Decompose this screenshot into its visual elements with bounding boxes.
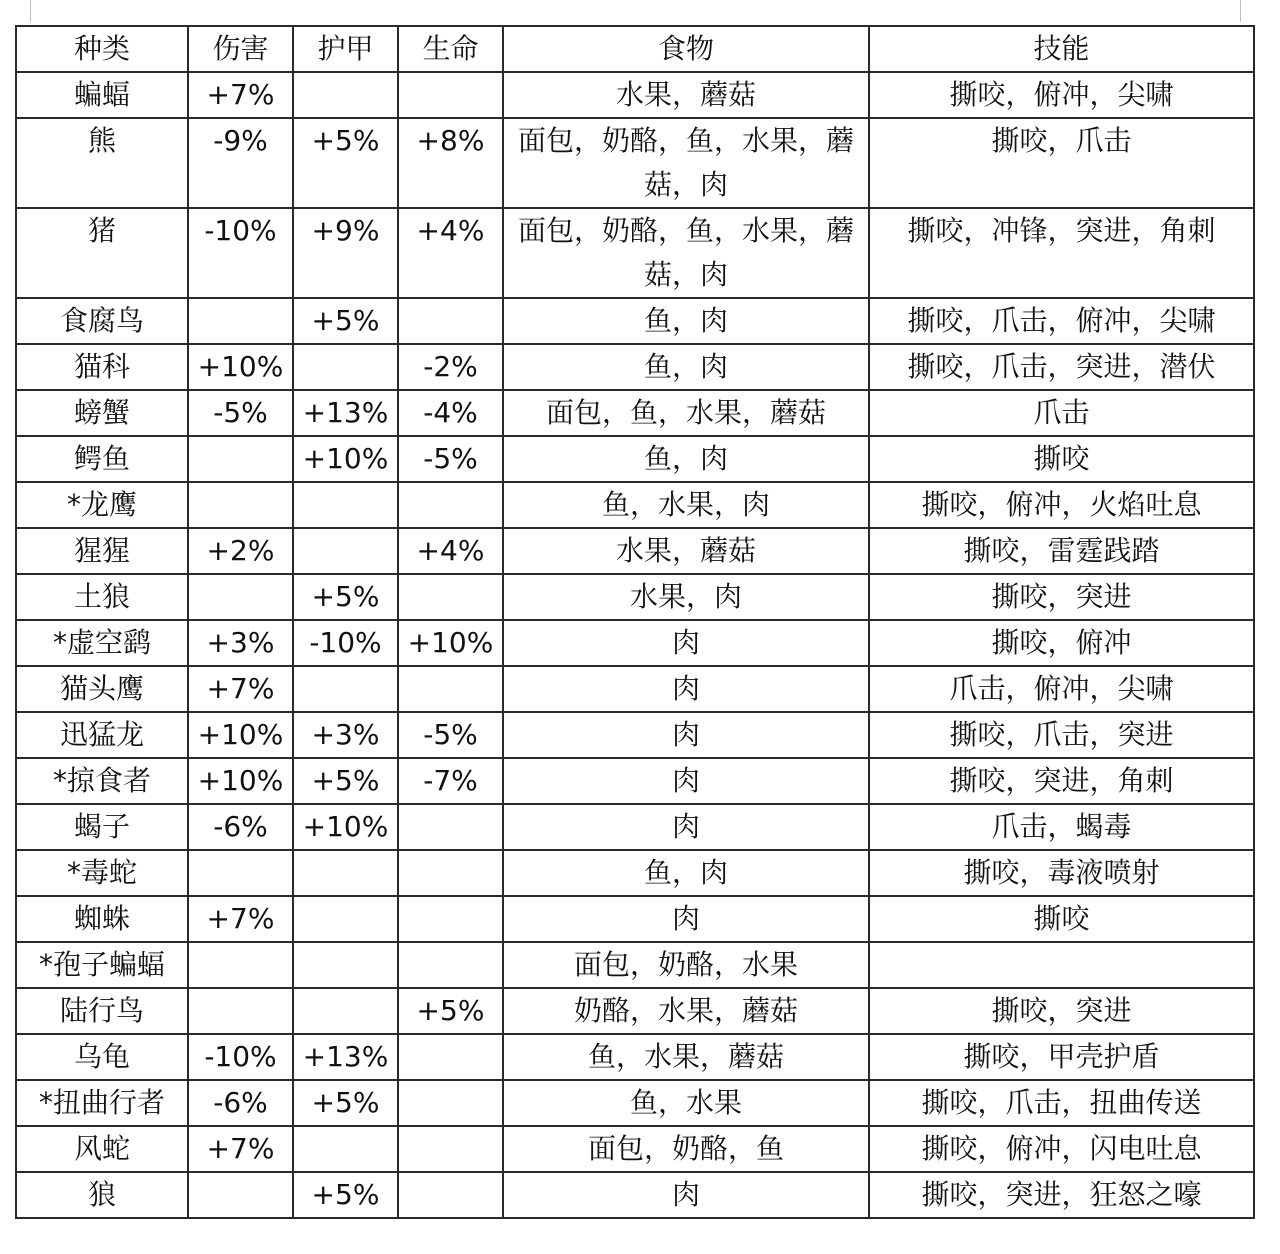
cell-health xyxy=(398,804,503,850)
cell-food: 水果，肉 xyxy=(503,574,869,620)
table-body xyxy=(16,72,1254,1218)
cell-species: 食腐鸟 xyxy=(16,298,188,344)
cell-health: +4% xyxy=(398,208,503,298)
cell-species: 猪 xyxy=(16,208,188,298)
header-skills: 技能 xyxy=(869,26,1254,72)
cell-food: 水果，蘑菇 xyxy=(503,72,869,118)
cell-food: 面包，奶酪，鱼，水果，蘑菇，肉 xyxy=(503,208,869,298)
cell-skills: 撕咬，突进，狂怒之嚎 xyxy=(869,1172,1254,1218)
cell-health: +4% xyxy=(398,528,503,574)
cell-skills: 撕咬，俯冲，尖啸 xyxy=(869,72,1254,118)
cell-armor: +10% xyxy=(293,436,398,482)
cell-armor xyxy=(293,528,398,574)
cell-damage: -6% xyxy=(188,1080,293,1126)
header-armor: 护甲 xyxy=(293,26,398,72)
cell-food: 奶酪，水果，蘑菇 xyxy=(503,988,869,1034)
cell-damage: +10% xyxy=(188,758,293,804)
cell-species: *孢子蝙蝠 xyxy=(16,942,188,988)
cell-armor xyxy=(293,482,398,528)
cell-species: 蝎子 xyxy=(16,804,188,850)
cell-armor: +5% xyxy=(293,298,398,344)
cell-damage xyxy=(188,574,293,620)
cell-species: *扭曲行者 xyxy=(16,1080,188,1126)
cell-food: 鱼，水果，蘑菇 xyxy=(503,1034,869,1080)
cell-health xyxy=(398,298,503,344)
cell-food: 肉 xyxy=(503,758,869,804)
header-species: 种类 xyxy=(16,26,188,72)
table-row xyxy=(16,118,1254,208)
cell-armor xyxy=(293,896,398,942)
cell-skills: 撕咬，突进 xyxy=(869,574,1254,620)
cell-skills: 撕咬 xyxy=(869,436,1254,482)
cell-armor xyxy=(293,1126,398,1172)
cell-species: 乌龟 xyxy=(16,1034,188,1080)
cell-skills: 撕咬，爪击，突进 xyxy=(869,712,1254,758)
table-row xyxy=(16,1126,1254,1172)
header-food: 食物 xyxy=(503,26,869,72)
table-row xyxy=(16,712,1254,758)
cell-damage: +10% xyxy=(188,344,293,390)
cell-damage: -6% xyxy=(188,804,293,850)
cell-armor: +5% xyxy=(293,1080,398,1126)
cell-damage: -5% xyxy=(188,390,293,436)
cell-damage xyxy=(188,436,293,482)
table-row xyxy=(16,528,1254,574)
cell-food: 肉 xyxy=(503,1172,869,1218)
cell-health: +5% xyxy=(398,988,503,1034)
cell-food: 水果，蘑菇 xyxy=(503,528,869,574)
cell-health xyxy=(398,942,503,988)
cell-damage: -10% xyxy=(188,1034,293,1080)
cell-skills: 撕咬 xyxy=(869,896,1254,942)
cell-armor: +13% xyxy=(293,390,398,436)
cell-skills: 撕咬，毒液喷射 xyxy=(869,850,1254,896)
cell-food: 鱼，肉 xyxy=(503,298,869,344)
cell-health: -4% xyxy=(398,390,503,436)
cell-damage: -10% xyxy=(188,208,293,298)
table-row xyxy=(16,1080,1254,1126)
cell-armor: +13% xyxy=(293,1034,398,1080)
cell-damage xyxy=(188,942,293,988)
cell-food: 肉 xyxy=(503,896,869,942)
cell-species: 狼 xyxy=(16,1172,188,1218)
cell-species: 熊 xyxy=(16,118,188,208)
table-row xyxy=(16,988,1254,1034)
cell-species: 猫头鹰 xyxy=(16,666,188,712)
cell-food: 鱼，肉 xyxy=(503,850,869,896)
cell-food: 肉 xyxy=(503,712,869,758)
table-row xyxy=(16,482,1254,528)
cell-health: +8% xyxy=(398,118,503,208)
cell-species: *龙鹰 xyxy=(16,482,188,528)
cell-food: 鱼，肉 xyxy=(503,344,869,390)
table-row xyxy=(16,574,1254,620)
cell-health xyxy=(398,1172,503,1218)
cell-health xyxy=(398,850,503,896)
cell-species: 猫科 xyxy=(16,344,188,390)
cell-damage: +7% xyxy=(188,1126,293,1172)
cell-skills: 撕咬，爪击 xyxy=(869,118,1254,208)
cell-skills: 撕咬，突进，角刺 xyxy=(869,758,1254,804)
cell-skills: 撕咬，爪击，扭曲传送 xyxy=(869,1080,1254,1126)
cell-species: 螃蟹 xyxy=(16,390,188,436)
cell-armor xyxy=(293,344,398,390)
table-row xyxy=(16,620,1254,666)
table-row xyxy=(16,758,1254,804)
cell-damage: +7% xyxy=(188,896,293,942)
table-row xyxy=(16,436,1254,482)
cell-species: 土狼 xyxy=(16,574,188,620)
cell-damage: +2% xyxy=(188,528,293,574)
cell-food: 肉 xyxy=(503,666,869,712)
cell-species: 猩猩 xyxy=(16,528,188,574)
cell-species: 蝙蝠 xyxy=(16,72,188,118)
cell-damage: +3% xyxy=(188,620,293,666)
cell-species: *掠食者 xyxy=(16,758,188,804)
cell-health xyxy=(398,574,503,620)
cell-damage xyxy=(188,482,293,528)
cell-species: 迅猛龙 xyxy=(16,712,188,758)
cell-health xyxy=(398,666,503,712)
cell-health: -2% xyxy=(398,344,503,390)
cell-skills: 爪击，俯冲，尖啸 xyxy=(869,666,1254,712)
cell-skills: 撕咬，雷霆践踏 xyxy=(869,528,1254,574)
cell-health xyxy=(398,1034,503,1080)
cell-species: 风蛇 xyxy=(16,1126,188,1172)
cell-armor: +9% xyxy=(293,208,398,298)
cell-skills: 爪击 xyxy=(869,390,1254,436)
cell-health: +10% xyxy=(398,620,503,666)
cell-skills: 撕咬，俯冲 xyxy=(869,620,1254,666)
cell-skills: 撕咬，冲锋，突进，角刺 xyxy=(869,208,1254,298)
cell-health xyxy=(398,1080,503,1126)
cell-damage: -9% xyxy=(188,118,293,208)
table-row xyxy=(16,390,1254,436)
cell-armor: +5% xyxy=(293,118,398,208)
cell-armor xyxy=(293,666,398,712)
cell-food: 面包，奶酪，鱼，水果，蘑菇，肉 xyxy=(503,118,869,208)
cell-food: 鱼，肉 xyxy=(503,436,869,482)
cell-armor: +5% xyxy=(293,758,398,804)
cell-armor: -10% xyxy=(293,620,398,666)
table-row xyxy=(16,208,1254,298)
cell-food: 面包，鱼，水果，蘑菇 xyxy=(503,390,869,436)
table-row xyxy=(16,666,1254,712)
cell-health xyxy=(398,1126,503,1172)
cell-armor xyxy=(293,988,398,1034)
cell-armor: +10% xyxy=(293,804,398,850)
header-damage: 伤害 xyxy=(188,26,293,72)
table-row xyxy=(16,942,1254,988)
table-row xyxy=(16,72,1254,118)
cell-food: 鱼，水果 xyxy=(503,1080,869,1126)
cell-health: -7% xyxy=(398,758,503,804)
cell-armor: +3% xyxy=(293,712,398,758)
cell-armor xyxy=(293,72,398,118)
cell-skills: 撕咬，俯冲，火焰吐息 xyxy=(869,482,1254,528)
cell-damage: +7% xyxy=(188,72,293,118)
cell-skills: 爪击，蝎毒 xyxy=(869,804,1254,850)
cell-damage: +10% xyxy=(188,712,293,758)
table-row xyxy=(16,850,1254,896)
cell-food: 面包，奶酪，水果 xyxy=(503,942,869,988)
page-edge-left xyxy=(30,0,31,22)
table-row xyxy=(16,896,1254,942)
cell-damage xyxy=(188,1172,293,1218)
cell-damage xyxy=(188,850,293,896)
cell-health xyxy=(398,482,503,528)
cell-armor xyxy=(293,942,398,988)
cell-skills: 撕咬，爪击，突进，潜伏 xyxy=(869,344,1254,390)
cell-damage xyxy=(188,298,293,344)
cell-skills: 撕咬，甲壳护盾 xyxy=(869,1034,1254,1080)
cell-species: 鳄鱼 xyxy=(16,436,188,482)
cell-food: 肉 xyxy=(503,620,869,666)
cell-species: *虚空鹞 xyxy=(16,620,188,666)
table-row xyxy=(16,1034,1254,1080)
cell-health: -5% xyxy=(398,712,503,758)
cell-skills xyxy=(869,942,1254,988)
header-health: 生命 xyxy=(398,26,503,72)
pet-family-table xyxy=(15,25,1255,1219)
cell-skills: 撕咬，突进 xyxy=(869,988,1254,1034)
cell-damage xyxy=(188,988,293,1034)
cell-skills: 撕咬，俯冲，闪电吐息 xyxy=(869,1126,1254,1172)
cell-food: 肉 xyxy=(503,804,869,850)
table-header-row xyxy=(16,26,1254,72)
table-row xyxy=(16,1172,1254,1218)
cell-health: -5% xyxy=(398,436,503,482)
cell-food: 面包，奶酪，鱼 xyxy=(503,1126,869,1172)
cell-health xyxy=(398,896,503,942)
cell-damage: +7% xyxy=(188,666,293,712)
cell-skills: 撕咬，爪击，俯冲，尖啸 xyxy=(869,298,1254,344)
cell-species: *毒蛇 xyxy=(16,850,188,896)
table-row xyxy=(16,298,1254,344)
cell-armor: +5% xyxy=(293,574,398,620)
cell-food: 鱼，水果，肉 xyxy=(503,482,869,528)
cell-species: 陆行鸟 xyxy=(16,988,188,1034)
page-edge-right xyxy=(1240,0,1241,22)
table-row xyxy=(16,344,1254,390)
table-row xyxy=(16,804,1254,850)
cell-health xyxy=(398,72,503,118)
cell-armor: +5% xyxy=(293,1172,398,1218)
cell-species: 蜘蛛 xyxy=(16,896,188,942)
cell-armor xyxy=(293,850,398,896)
